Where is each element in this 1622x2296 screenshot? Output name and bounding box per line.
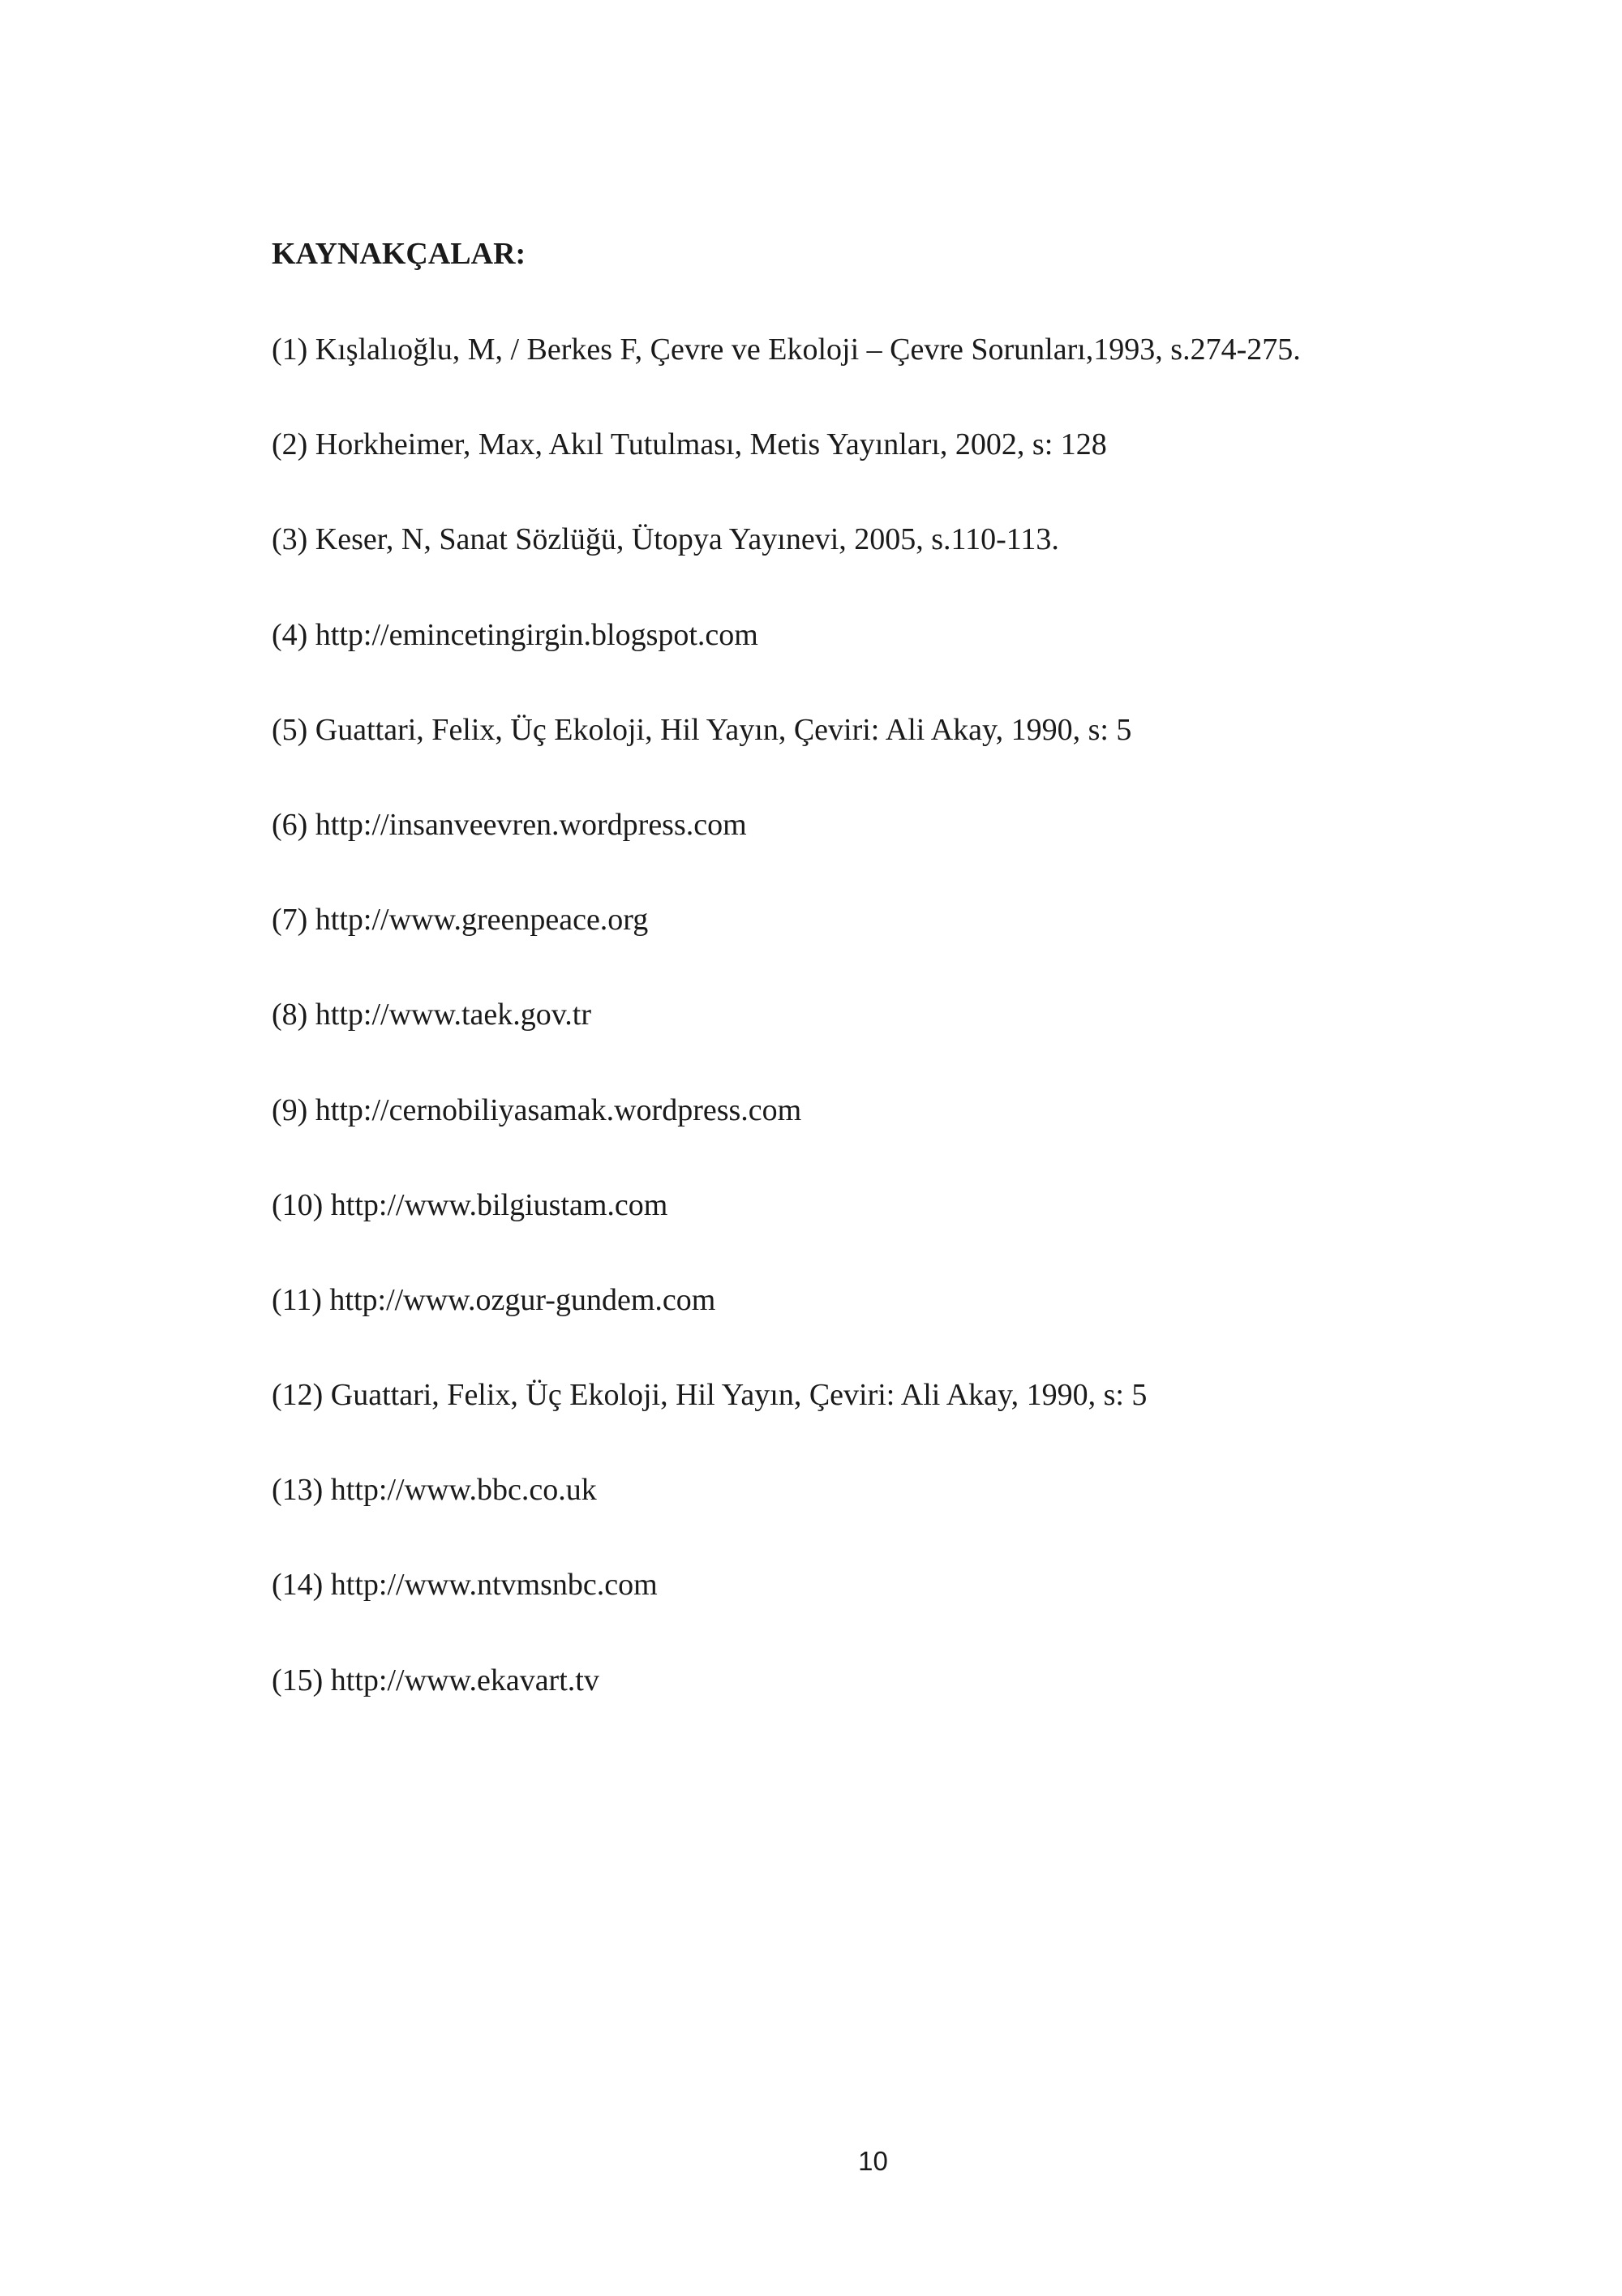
reference-item-2: (2) Horkheimer, Max, Akıl Tutulması, Metis Yayınları, 2002, s: 128 [272, 427, 1107, 462]
reference-item-9: (9) http://cernobiliyasamak.wordpress.com [272, 1092, 802, 1127]
reference-item-12: (12) Guattari, Felix, Üç Ekoloji, Hil Yayın, Çeviri: Ali Akay, 1990, s: 5 [272, 1378, 1148, 1413]
reference-item-4: (4) http://emincetingirgin.blogspot.com [272, 617, 758, 652]
reference-list [272, 331, 1301, 1757]
reference-item-5: (5) Guattari, Felix, Üç Ekoloji, Hil Yayın, Çeviri: Ali Akay, 1990, s: 5 [272, 712, 1132, 747]
reference-item-7: (7) http://www.greenpeace.org [272, 903, 649, 938]
reference-item-3: (3) Keser, N, Sanat Sözlüğü, Ütopya Yayınevi, 2005, s.110-113. [272, 522, 1059, 557]
page-heading: KAYNAKÇALAR: [272, 237, 526, 271]
reference-item-14: (14) http://www.ntvmsnbc.com [272, 1568, 658, 1603]
reference-item-13: (13) http://www.bbc.co.uk [272, 1473, 597, 1508]
reference-item-8: (8) http://www.taek.gov.tr [272, 998, 591, 1032]
reference-item-6: (6) http://insanveevren.wordpress.com [272, 807, 747, 842]
reference-item-10: (10) http://www.bilgiustam.com [272, 1187, 668, 1222]
reference-item-1: (1) Kışlalıoğlu, M, / Berkes F, Çevre ve Ekoloji – Çevre Sorunları,1993, s.274-275. [272, 333, 1301, 367]
page-number: 10 [858, 2146, 888, 2176]
reference-item-11: (11) http://www.ozgur-gundem.com [272, 1282, 716, 1317]
reference-item-15: (15) http://www.ekavart.tv [272, 1663, 599, 1697]
